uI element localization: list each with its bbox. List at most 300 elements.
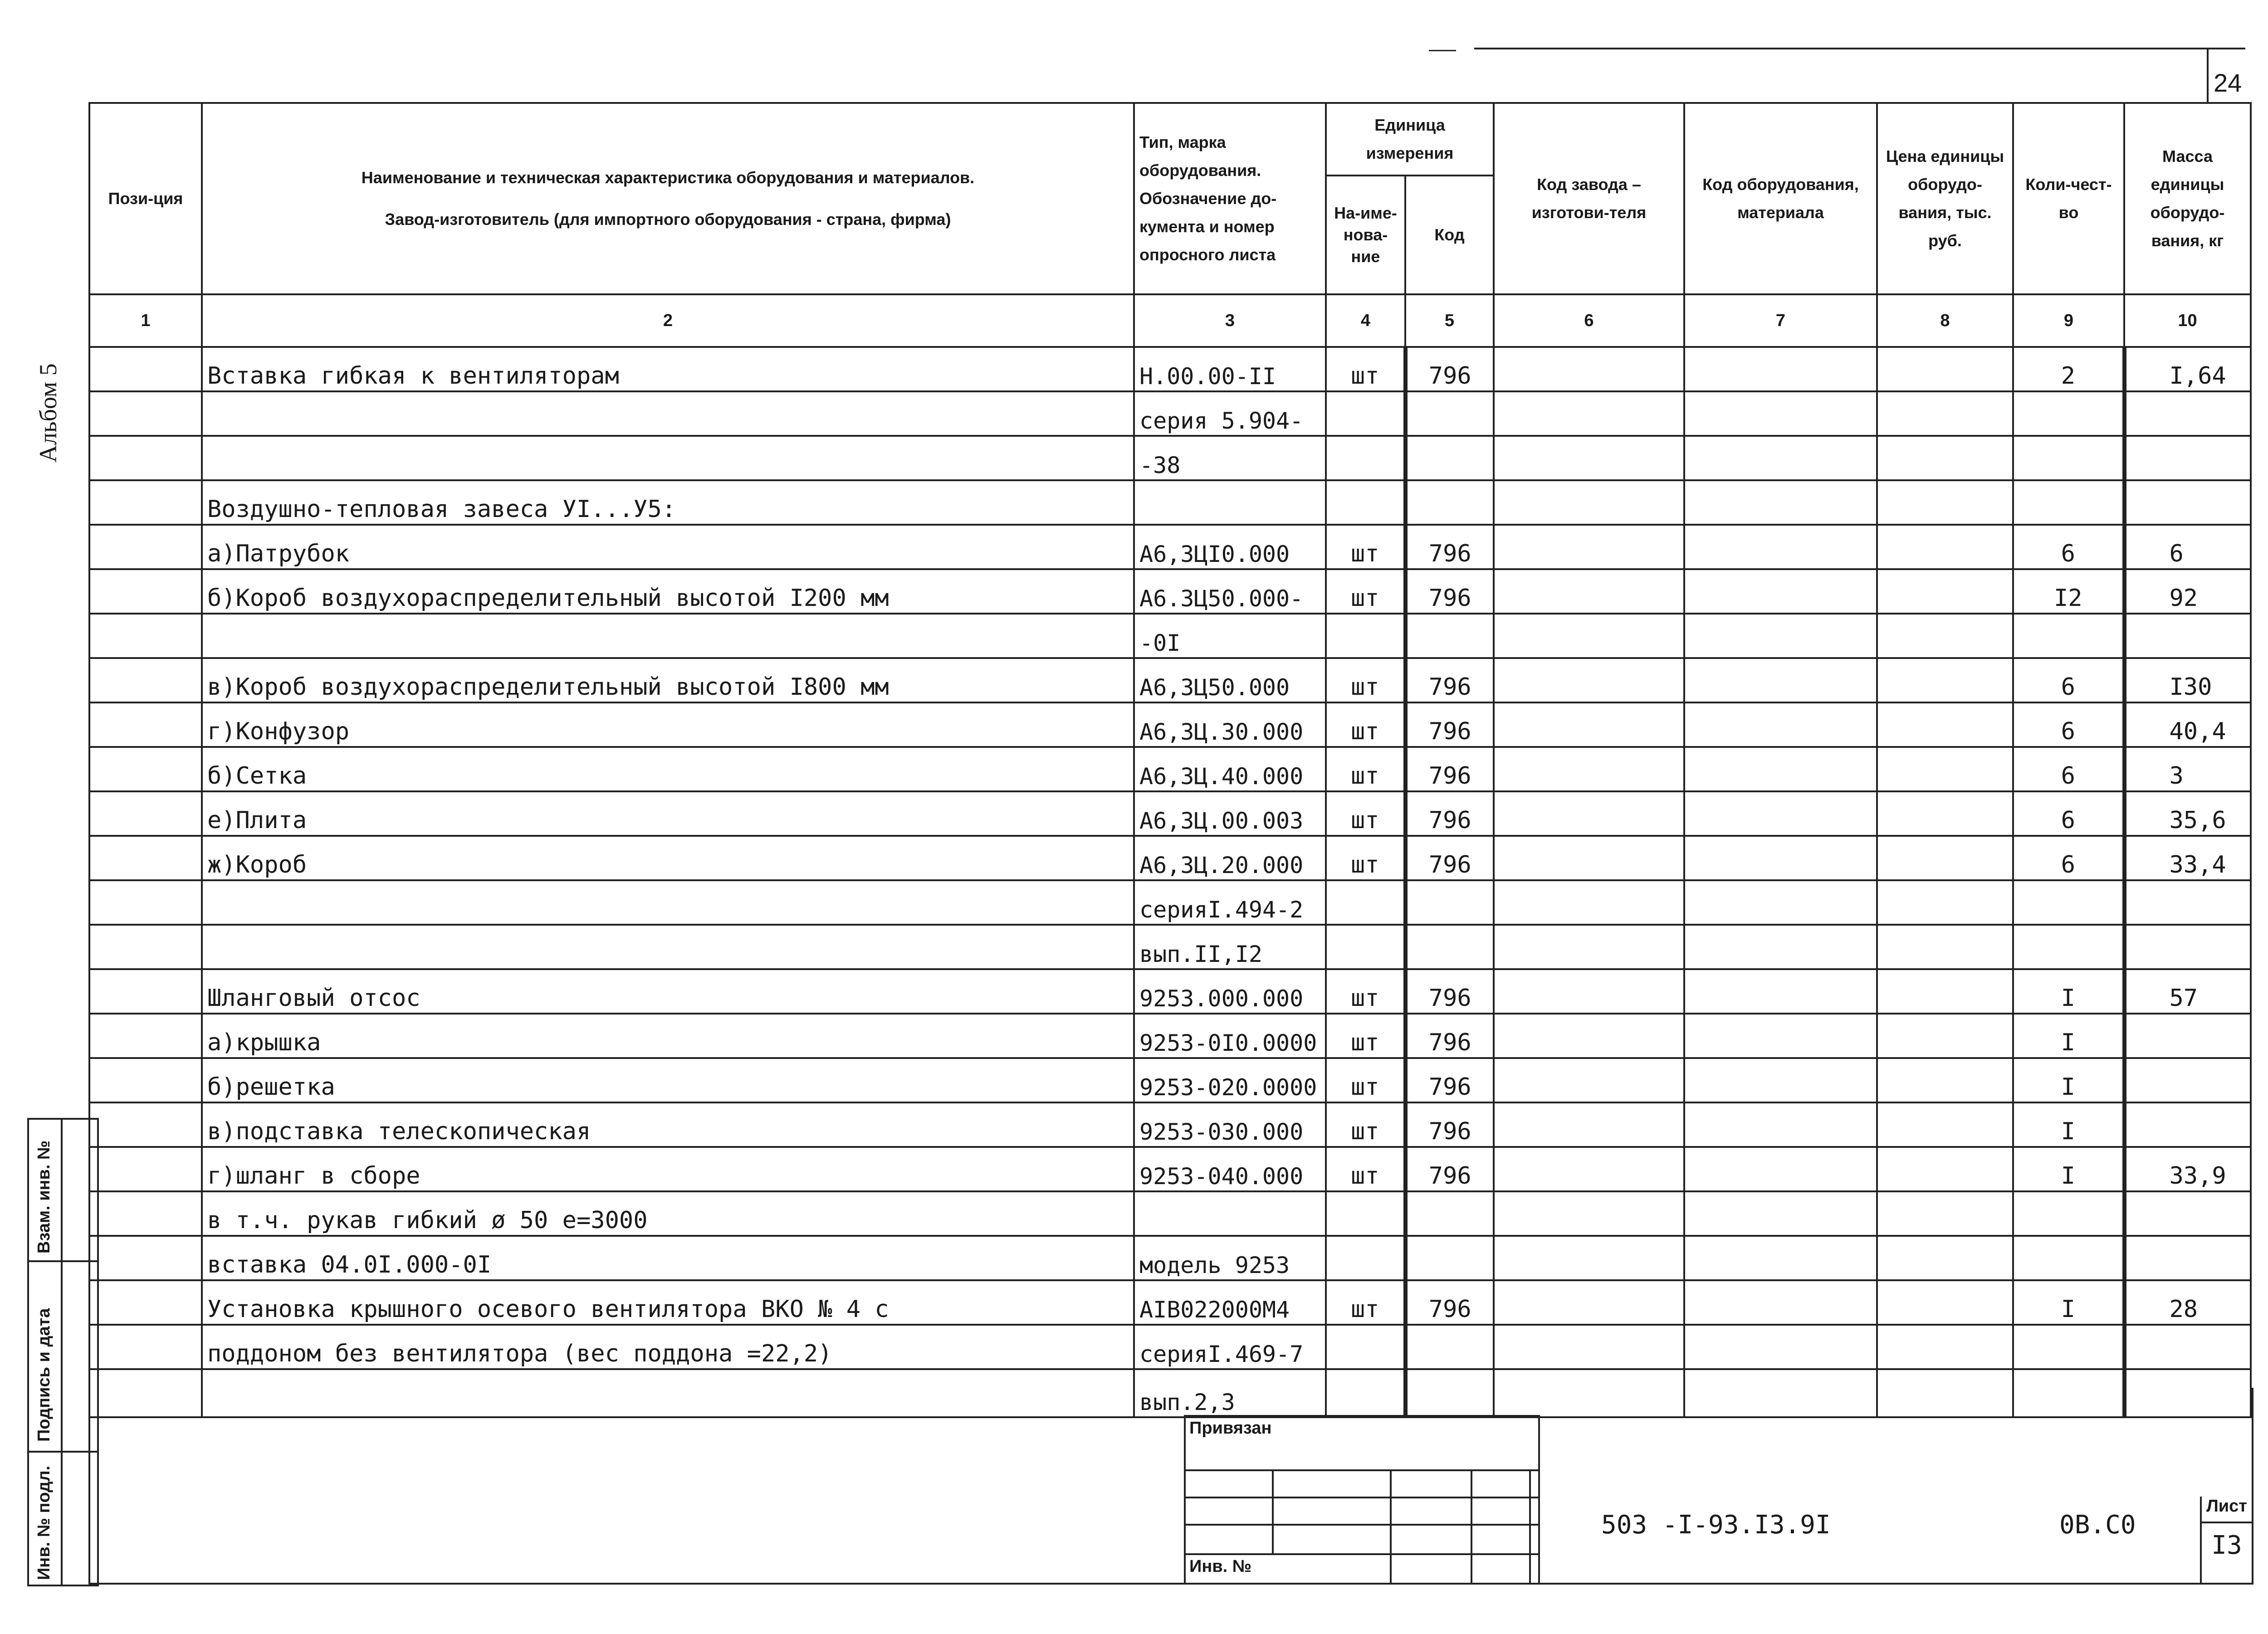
equipment-code-cell [1684,1102,1877,1147]
header-name-line1: Наименование и техническая характеристика оборудования и материалов. [361,168,975,187]
factory-code-cell [1494,1102,1684,1147]
price-cell [1877,747,2013,791]
name-cell: Воздушно-тепловая завеса УI...У5: [202,480,1134,525]
type-cell: вып.2,3 [1134,1369,1326,1417]
table-row [89,1191,2251,1236]
name-cell: в)подставка телескопическая [202,1102,1134,1147]
position-cell [89,1058,202,1102]
column-number: 10 [2124,294,2251,347]
unit-name-cell: шт [1326,347,1405,391]
header-unit-group: Единица измерения [1326,103,1494,176]
equipment-code-cell [1684,480,1877,525]
position-cell [89,569,202,614]
name-cell [202,880,1134,925]
table-row [89,1014,2251,1058]
position-cell [89,658,202,702]
table-row [89,702,2251,747]
mass-cell [2124,1102,2251,1147]
name-cell: г)шланг в сборе [202,1147,1134,1191]
position-cell [89,614,202,658]
mass-cell [2124,391,2251,436]
table-row [89,1236,2251,1280]
unit-code-cell: 796 [1405,347,1494,391]
unit-name-cell: шт [1326,1102,1405,1147]
table-row [89,1102,2251,1147]
position-cell [89,791,202,836]
left-stamp [27,1118,99,1586]
type-cell: серия 5.904- [1134,391,1326,436]
price-cell [1877,702,2013,747]
type-cell: вып.II,I2 [1134,925,1326,969]
mass-cell [2124,925,2251,969]
quantity-cell [2013,614,2124,658]
position-cell [89,880,202,925]
name-cell: а)крышка [202,1014,1134,1058]
header-unit-name: На-име-нова-ние [1326,176,1405,294]
unit-code-cell [1405,880,1494,925]
quantity-cell [2013,480,2124,525]
quantity-cell [2013,1191,2124,1236]
factory-code-cell [1494,1325,1684,1369]
unit-name-cell: шт [1326,1058,1405,1102]
position-cell [89,1325,202,1369]
factory-code-cell [1494,436,1684,480]
position-cell [89,702,202,747]
name-cell: в т.ч. рукав гибкий ø 50 e=3000 [202,1191,1134,1236]
quantity-cell [2013,880,2124,925]
unit-name-cell [1326,480,1405,525]
equipment-code-cell [1684,880,1877,925]
column-number: 1 [89,294,202,347]
mass-cell: I30 [2124,658,2251,702]
name-cell [202,391,1134,436]
mass-cell [2124,1325,2251,1369]
type-cell: А6,3Ц50.000 [1134,658,1326,702]
unit-code-cell: 796 [1405,836,1494,880]
table-row [89,480,2251,525]
name-cell [202,436,1134,480]
quantity-cell: I [2013,1014,2124,1058]
unit-name-cell [1326,1325,1405,1369]
column-number: 7 [1684,294,1877,347]
name-cell: а)Патрубок [202,525,1134,569]
table-row [89,836,2251,880]
header-equipment-code: Код оборудования, материала [1684,103,1877,294]
unit-code-cell: 796 [1405,969,1494,1014]
type-cell [1134,480,1326,525]
sheet-value: I3 [2211,1531,2242,1560]
sheet-number: 24 [2214,68,2242,97]
unit-name-cell [1326,1236,1405,1280]
factory-code-cell [1494,880,1684,925]
price-cell [1877,1102,2013,1147]
position-cell [89,1236,202,1280]
price-cell [1877,880,2013,925]
factory-code-cell [1494,836,1684,880]
position-cell [89,436,202,480]
quantity-cell: 6 [2013,658,2124,702]
position-cell [89,1014,202,1058]
type-cell: AIB022000M4 [1134,1280,1326,1325]
type-cell: 9253-0I0.0000 [1134,1014,1326,1058]
type-cell: А6,3Ц.40.000 [1134,747,1326,791]
factory-code-cell [1494,525,1684,569]
unit-code-cell [1405,1236,1494,1280]
header-unit-code: Код [1405,176,1494,294]
column-numbers-row [89,294,2251,347]
equipment-code-cell [1684,658,1877,702]
type-cell: 9253-040.000 [1134,1147,1326,1191]
factory-code-cell [1494,702,1684,747]
name-cell: в)Короб воздухораспределительный высотой I800 мм [202,658,1134,702]
column-number: 6 [1494,294,1684,347]
price-cell [1877,391,2013,436]
equipment-code-cell [1684,1325,1877,1369]
quantity-cell: I [2013,969,2124,1014]
factory-code-cell [1494,1014,1684,1058]
header-name [202,103,1134,294]
mass-cell [2124,436,2251,480]
unit-code-cell [1405,480,1494,525]
column-number: 9 [2013,294,2124,347]
column-number: 5 [1405,294,1494,347]
quantity-cell: I [2013,1147,2124,1191]
sheet-label: Лист [2202,1497,2252,1523]
mass-cell: 6 [2124,525,2251,569]
table-row [89,391,2251,436]
type-cell: 9253-030.000 [1134,1102,1326,1147]
unit-code-cell: 796 [1405,1014,1494,1058]
equipment-code-cell [1684,747,1877,791]
name-cell: Установка крышного осевого вентилятора ВКО № 4 с [202,1280,1134,1325]
price-cell [1877,347,2013,391]
equipment-code-cell [1684,436,1877,480]
unit-code-cell: 796 [1405,658,1494,702]
unit-name-cell: шт [1326,569,1405,614]
price-cell [1877,836,2013,880]
mass-cell: 40,4 [2124,702,2251,747]
name-cell: е)Плита [202,791,1134,836]
mass-cell [2124,1014,2251,1058]
equipment-code-cell [1684,925,1877,969]
quantity-cell: I [2013,1102,2124,1147]
price-cell [1877,925,2013,969]
header-factory-code: Код завода – изготови-теля [1494,103,1684,294]
position-cell [89,1191,202,1236]
unit-name-cell: шт [1326,702,1405,747]
table-row [89,880,2251,925]
name-cell: Шланговый отсос [202,969,1134,1014]
equipment-code-cell [1684,702,1877,747]
factory-code-cell [1494,1058,1684,1102]
name-cell: поддоном без вентилятора (вес поддона =22,2) [202,1325,1134,1369]
specification-table [88,102,2252,1418]
table-row [89,614,2251,658]
quantity-cell: 6 [2013,836,2124,880]
unit-name-cell [1326,436,1405,480]
position-cell [89,969,202,1014]
quantity-cell [2013,1325,2124,1369]
price-cell [1877,480,2013,525]
table-row [89,925,2251,969]
unit-code-cell: 796 [1405,525,1494,569]
mass-cell: 3 [2124,747,2251,791]
price-cell [1877,1058,2013,1102]
position-cell [89,347,202,391]
column-number: 2 [202,294,1134,347]
factory-code-cell [1494,658,1684,702]
type-cell: 9253.000.000 [1134,969,1326,1014]
position-cell [89,1102,202,1147]
type-cell: -0I [1134,614,1326,658]
lower-frame [88,1388,2253,1585]
quantity-cell: 6 [2013,747,2124,791]
equipment-code-cell [1684,1191,1877,1236]
quantity-cell [2013,925,2124,969]
column-number: 4 [1326,294,1405,347]
price-cell [1877,569,2013,614]
type-cell: А6,3ЦI0.000 [1134,525,1326,569]
type-cell: серияI.469-7 [1134,1325,1326,1369]
sheet-number-frame [2207,48,2209,102]
stamp-vzam-cell [29,1120,63,1260]
price-cell [1877,436,2013,480]
mass-cell [2124,480,2251,525]
mass-cell [2124,880,2251,925]
position-cell [89,1280,202,1325]
factory-code-cell [1494,1280,1684,1325]
price-cell [1877,525,2013,569]
type-cell: модель 9253 [1134,1236,1326,1280]
factory-code-cell [1494,925,1684,969]
header-position: Пози-ция [89,103,202,294]
position-cell [89,836,202,880]
stamp-podpis-label: Подпись и дата [34,1308,54,1442]
equipment-code-cell [1684,1014,1877,1058]
unit-name-cell [1326,614,1405,658]
unit-name-cell: шт [1326,658,1405,702]
name-cell: б)Короб воздухораспределительный высотой I200 мм [202,569,1134,614]
name-cell [202,614,1134,658]
header-type: Тип, марка оборудования. Обозначение до-кумента и номер опросного листа [1134,103,1326,294]
table-row [89,525,2251,569]
unit-code-cell: 796 [1405,1058,1494,1102]
stamp-podpis-cell [29,1260,63,1451]
name-cell: б)Сетка [202,747,1134,791]
price-cell [1877,1191,2013,1236]
table-row [89,1280,2251,1325]
unit-name-cell: шт [1326,525,1405,569]
document-code: 503 -I-93.I3.9I [1601,1510,1831,1540]
table-row [89,347,2251,391]
unit-code-cell: 796 [1405,1280,1494,1325]
type-cell: 9253-020.0000 [1134,1058,1326,1102]
equipment-code-cell [1684,525,1877,569]
header-quantity: Коли-чест-во [2013,103,2124,294]
table-row [89,969,2251,1014]
quantity-cell: I [2013,1280,2124,1325]
quantity-cell: 6 [2013,525,2124,569]
type-cell: А6,3Ц.00.003 [1134,791,1326,836]
quantity-cell: 6 [2013,702,2124,747]
unit-name-cell: шт [1326,747,1405,791]
mass-cell: I,64 [2124,347,2251,391]
equipment-code-cell [1684,569,1877,614]
name-cell: вставка 04.0I.000-0I [202,1236,1134,1280]
equipment-code-cell [1684,791,1877,836]
equipment-code-cell [1684,1058,1877,1102]
type-cell: А6,3Ц.20.000 [1134,836,1326,880]
name-cell [202,925,1134,969]
table-row [89,436,2251,480]
equipment-code-cell [1684,969,1877,1014]
mass-cell [2124,1236,2251,1280]
mass-cell: 28 [2124,1280,2251,1325]
unit-code-cell [1405,391,1494,436]
price-cell [1877,791,2013,836]
price-cell [1877,1236,2013,1280]
column-number: 3 [1134,294,1326,347]
mass-cell: 33,9 [2124,1147,2251,1191]
price-cell [1877,1325,2013,1369]
header-name-line2: Завод-изготовитель (для импортного оборудования - страна, фирма) [385,210,951,229]
table-row [89,1147,2251,1191]
mass-cell [2124,1191,2251,1236]
equipment-code-cell [1684,1147,1877,1191]
price-cell [1877,969,2013,1014]
unit-name-cell [1326,880,1405,925]
name-cell: г)Конфузор [202,702,1134,747]
factory-code-cell [1494,791,1684,836]
table-row [89,747,2251,791]
price-cell [1877,1280,2013,1325]
top-rule [1474,48,2245,49]
privyazan-label: Привязан [1185,1416,1539,1470]
equipment-code-cell [1684,614,1877,658]
mass-cell: 33,4 [2124,836,2251,880]
unit-code-cell [1405,1191,1494,1236]
quantity-cell: 2 [2013,347,2124,391]
quantity-cell: I2 [2013,569,2124,614]
factory-code-cell [1494,1191,1684,1236]
equipment-code-cell [1684,836,1877,880]
unit-name-cell: шт [1326,1280,1405,1325]
type-cell: А6.3Ц50.000- [1134,569,1326,614]
factory-code-cell [1494,1147,1684,1191]
unit-name-cell [1326,925,1405,969]
unit-code-cell [1405,614,1494,658]
equipment-code-cell [1684,1280,1877,1325]
equipment-code-cell [1684,347,1877,391]
unit-code-cell: 796 [1405,1102,1494,1147]
header-mass: Масса единицы оборудо-вания, кг [2124,103,2251,294]
quantity-cell [2013,1236,2124,1280]
header-price: Цена единицы оборудо-вания, тыс. руб. [1877,103,2013,294]
unit-code-cell [1405,1325,1494,1369]
name-cell: ж)Короб [202,836,1134,880]
table-row [89,791,2251,836]
stamp-vzam-label: Взам. инв. № [34,1140,54,1254]
position-cell [89,480,202,525]
factory-code-cell [1494,569,1684,614]
unit-name-cell: шт [1326,836,1405,880]
factory-code-cell [1494,969,1684,1014]
quantity-cell [2013,436,2124,480]
position-cell [89,925,202,969]
position-cell [89,1147,202,1191]
title-block [1184,1415,1540,1583]
name-cell: б)решетка [202,1058,1134,1102]
quantity-cell: 6 [2013,791,2124,836]
type-cell [1134,1191,1326,1236]
stamp-inv-label: Инв. № подл. [34,1465,54,1580]
mass-cell: 35,6 [2124,791,2251,836]
name-cell: Вставка гибкая к вентиляторам [202,347,1134,391]
type-cell: А6,3Ц.30.000 [1134,702,1326,747]
unit-name-cell: шт [1326,1147,1405,1191]
type-cell: серияI.494-2 [1134,880,1326,925]
factory-code-cell [1494,1236,1684,1280]
unit-code-cell [1405,925,1494,969]
unit-name-cell: шт [1326,1014,1405,1058]
inv-no-label: Инв. № [1185,1554,1391,1584]
price-cell [1877,1147,2013,1191]
position-cell [89,525,202,569]
unit-code-cell: 796 [1405,702,1494,747]
album-label: Альбом 5 [34,363,62,463]
type-cell: Н.00.00-II [1134,347,1326,391]
price-cell [1877,614,2013,658]
factory-code-cell [1494,347,1684,391]
mass-cell [2124,614,2251,658]
equipment-code-cell [1684,391,1877,436]
unit-name-cell [1326,391,1405,436]
table-row [89,658,2251,702]
mass-cell [2124,1058,2251,1102]
factory-code-cell [1494,391,1684,436]
equipment-code-cell [1684,1236,1877,1280]
quantity-cell: I [2013,1058,2124,1102]
table-row [89,1058,2251,1102]
price-cell [1877,658,2013,702]
unit-code-cell: 796 [1405,1147,1494,1191]
column-number: 8 [1877,294,2013,347]
factory-code-cell [1494,480,1684,525]
unit-code-cell: 796 [1405,569,1494,614]
unit-name-cell: шт [1326,791,1405,836]
unit-code-cell [1405,436,1494,480]
position-cell [89,747,202,791]
unit-name-cell: шт [1326,969,1405,1014]
price-cell [1877,1014,2013,1058]
section-code: 0В.С0 [2059,1510,2136,1540]
sheet-box [2200,1497,2252,1583]
unit-name-cell [1326,1191,1405,1236]
table-row [89,569,2251,614]
mass-cell: 57 [2124,969,2251,1014]
type-cell: -38 [1134,436,1326,480]
quantity-cell [2013,391,2124,436]
unit-code-cell: 796 [1405,791,1494,836]
position-cell [89,391,202,436]
stamp-inv-cell [29,1451,63,1585]
factory-code-cell [1494,614,1684,658]
factory-code-cell [1494,747,1684,791]
mass-cell: 92 [2124,569,2251,614]
top-rule-fragment [1429,50,1456,51]
table-row [89,1325,2251,1369]
unit-code-cell: 796 [1405,747,1494,791]
